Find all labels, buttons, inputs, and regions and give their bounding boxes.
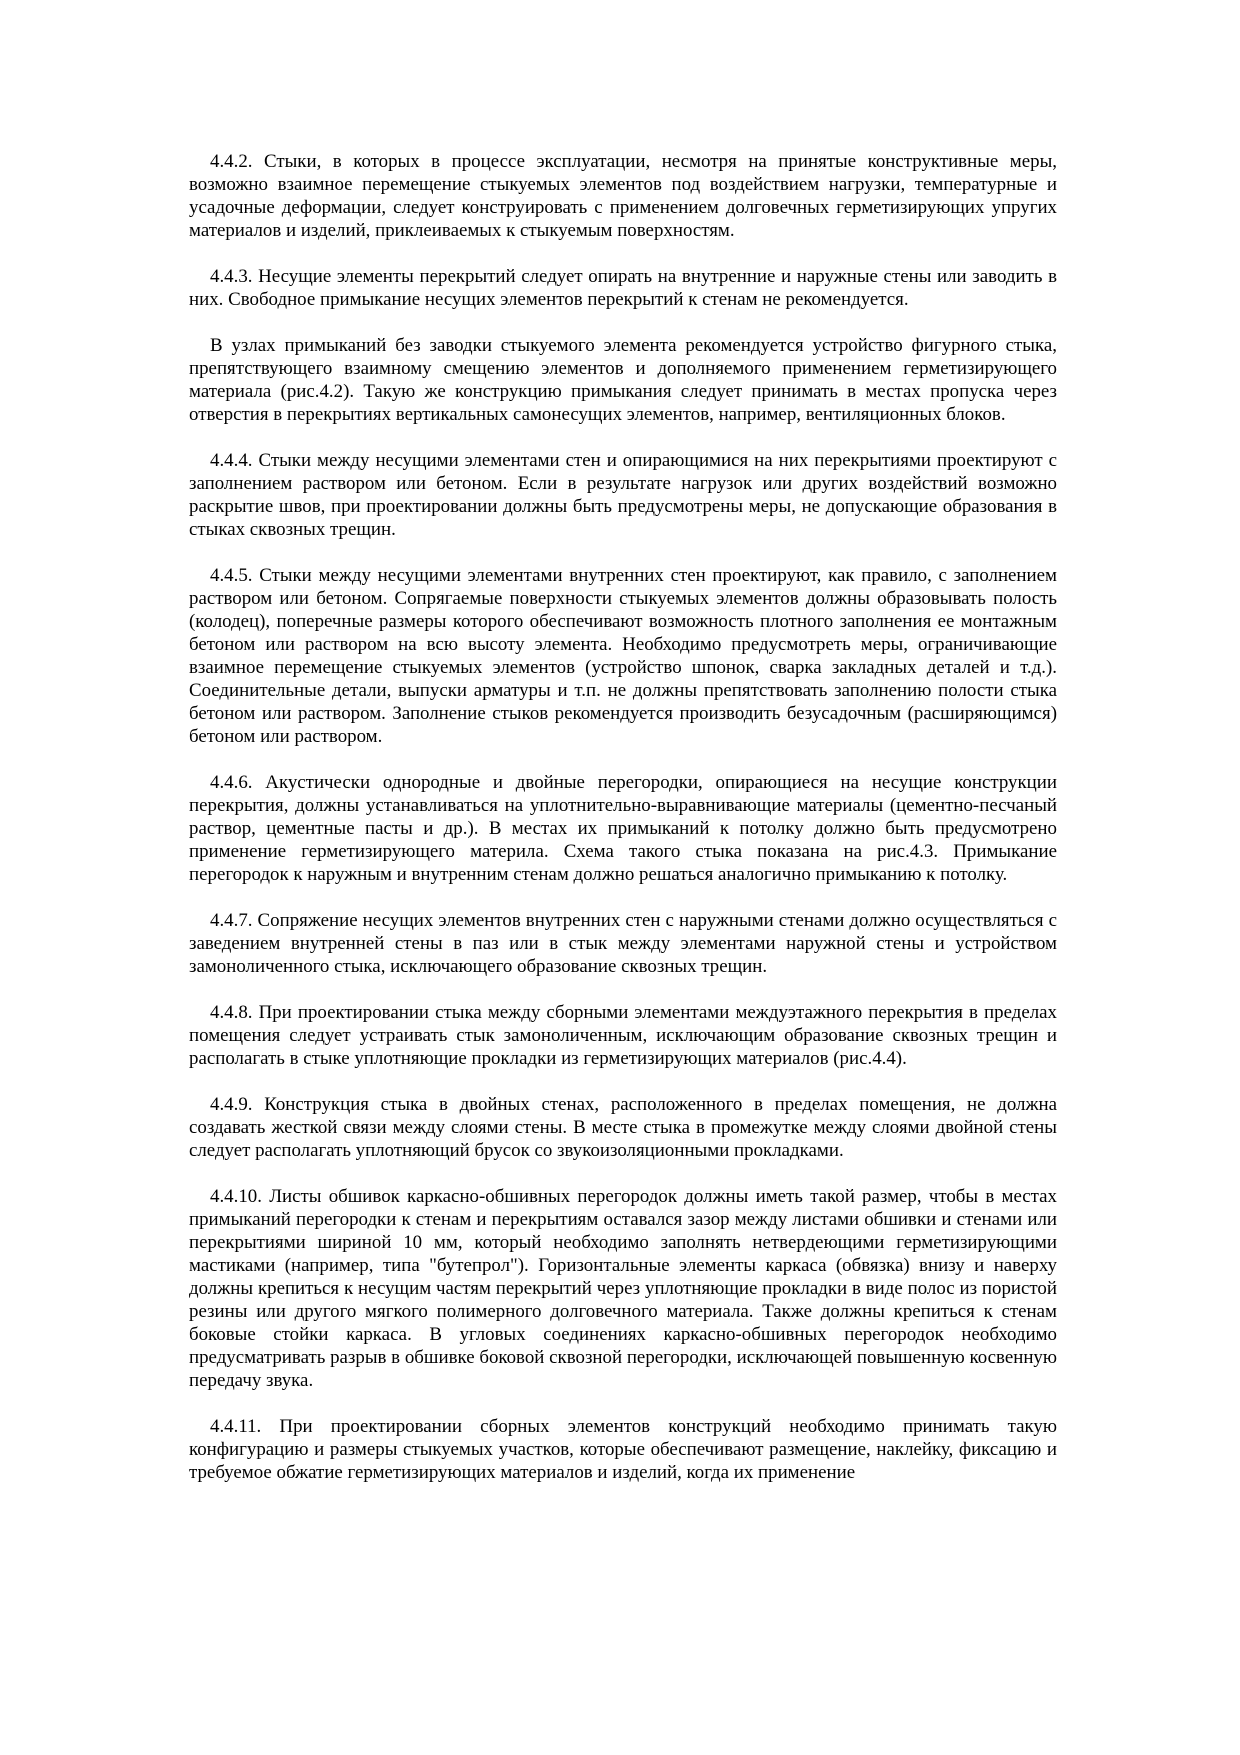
paragraph-4-4-4: 4.4.4. Стыки между несущими элементами стен и опирающимися на них перекрытиями проектируют с заполнением раствором или бетоном. Если в результате нагрузок или других воздействий возможно раскрытие швов, при проектировании должны быть предусмотрены меры, не допускающие образования в стыках сквозных трещин. <box>189 450 1057 540</box>
paragraph-4-4-5: 4.4.5. Стыки между несущими элементами внутренних стен проектируют, как правило, с заполнением раствором или бетоном. Сопрягаемые поверхности стыкуемых элементов должны образовывать полость (колодец), поперечные размеры которого обеспечивают возможность плотного заполнения ее монтажным бетоном или раствором на всю высоту элемента. Необходимо предусмотреть меры, ограничивающие взаимное перемещение стыкуемых элементов (устройство шпонок, сварка закладных деталей и т.д.). Соединительные детали, выпуски арматуры и т.п. не должны препятствовать заполнению полости стыка бетоном или раствором. Заполнение стыков рекомендуется производить безусадочным (расширяющимся) бетоном или раствором. <box>189 565 1057 747</box>
paragraph-4-4-2: 4.4.2. Стыки, в которых в процессе эксплуатации, несмотря на принятые конструктивные меры, возможно взаимное перемещение стыкуемых элементов под воздействием нагрузки, температурные и усадочные деформации, следует конструировать с применением долговечных герметизирующих упругих материалов и изделий, приклеиваемых к стыкуемым поверхностям. <box>189 151 1057 241</box>
paragraph-4-4-9: 4.4.9. Конструкция стыка в двойных стенах, расположенного в пределах помещения, не должна создавать жесткой связи между слоями стены. В месте стыка в промежутке между слоями двойной стены следует располагать уплотняющий брусок со звукоизоляционными прокладками. <box>189 1094 1057 1161</box>
document-page <box>189 150 1057 1484</box>
paragraph-4-4-8: 4.4.8. При проектировании стыка между сборными элементами междуэтажного перекрытия в пределах помещения следует устраивать стык замоноличенным, исключающим образование сквозных трещин и располагать в стыке уплотняющие прокладки из герметизирующих материалов (рис.4.4). <box>189 1002 1057 1069</box>
paragraph-4-4-7: 4.4.7. Сопряжение несущих элементов внутренних стен с наружными стенами должно осуществляться с заведением внутренней стены в паз или в стык между элементами наружной стены и устройством замоноличенного стыка, исключающего образование сквозных трещин. <box>189 910 1057 977</box>
paragraph-4-4-3: 4.4.3. Несущие элементы перекрытий следует опирать на внутренние и наружные стены или заводить в них. Свободное примыкание несущих элементов перекрытий к стенам не рекомендуется. <box>189 266 1057 310</box>
paragraph-4-4-11: 4.4.11. При проектировании сборных элементов конструкций необходимо принимать такую конфигурацию и размеры стыкуемых участков, которые обеспечивают размещение, наклейку, фиксацию и требуемое обжатие герметизирующих материалов и изделий, когда их применение <box>189 1416 1057 1483</box>
paragraph-4-4-6: 4.4.6. Акустически однородные и двойные перегородки, опирающиеся на несущие конструкции перекрытия, должны устанавливаться на уплотнительно-выравнивающие материалы (цементно-песчаный раствор, цементные пасты и др.). В местах их примыканий к потолку должно быть предусмотрено применение герметизирующего материла. Схема такого стыка показана на рис.4.3. Примыкание перегородок к наружным и внутренним стенам должно решаться аналогично примыканию к потолку. <box>189 772 1057 885</box>
paragraph-4-4-10: 4.4.10. Листы обшивок каркасно-обшивных перегородок должны иметь такой размер, чтобы в местах примыканий перегородки к стенам и перекрытиям оставался зазор между листами обшивки и стенами или перекрытиями шириной 10 мм, который необходимо заполнять нетвердеющими герметизирующими мастиками (например, типа "бутепрол"). Горизонтальные элементы каркаса (обвязка) внизу и наверху должны крепиться к несущим частям перекрытий через уплотняющие прокладки в виде полос из пористой резины или другого мягкого полимерного долговечного материала. Также должны крепиться к стенам боковые стойки каркаса. В угловых соединениях каркасно-обшивных перегородок необходимо предусматривать разрыв в обшивке боковой сквозной перегородки, исключающей повышенную косвенную передачу звука. <box>189 1186 1057 1391</box>
paragraph-junction-nodes: В узлах примыканий без заводки стыкуемого элемента рекомендуется устройство фигурного стыка, препятствующего взаимному смещению элементов и дополняемого применением герметизирующего материала (рис.4.2). Такую же конструкцию примыкания следует принимать в местах пропуска через отверстия в перекрытиях вертикальных самонесущих элементов, например, вентиляционных блоков. <box>189 335 1057 425</box>
